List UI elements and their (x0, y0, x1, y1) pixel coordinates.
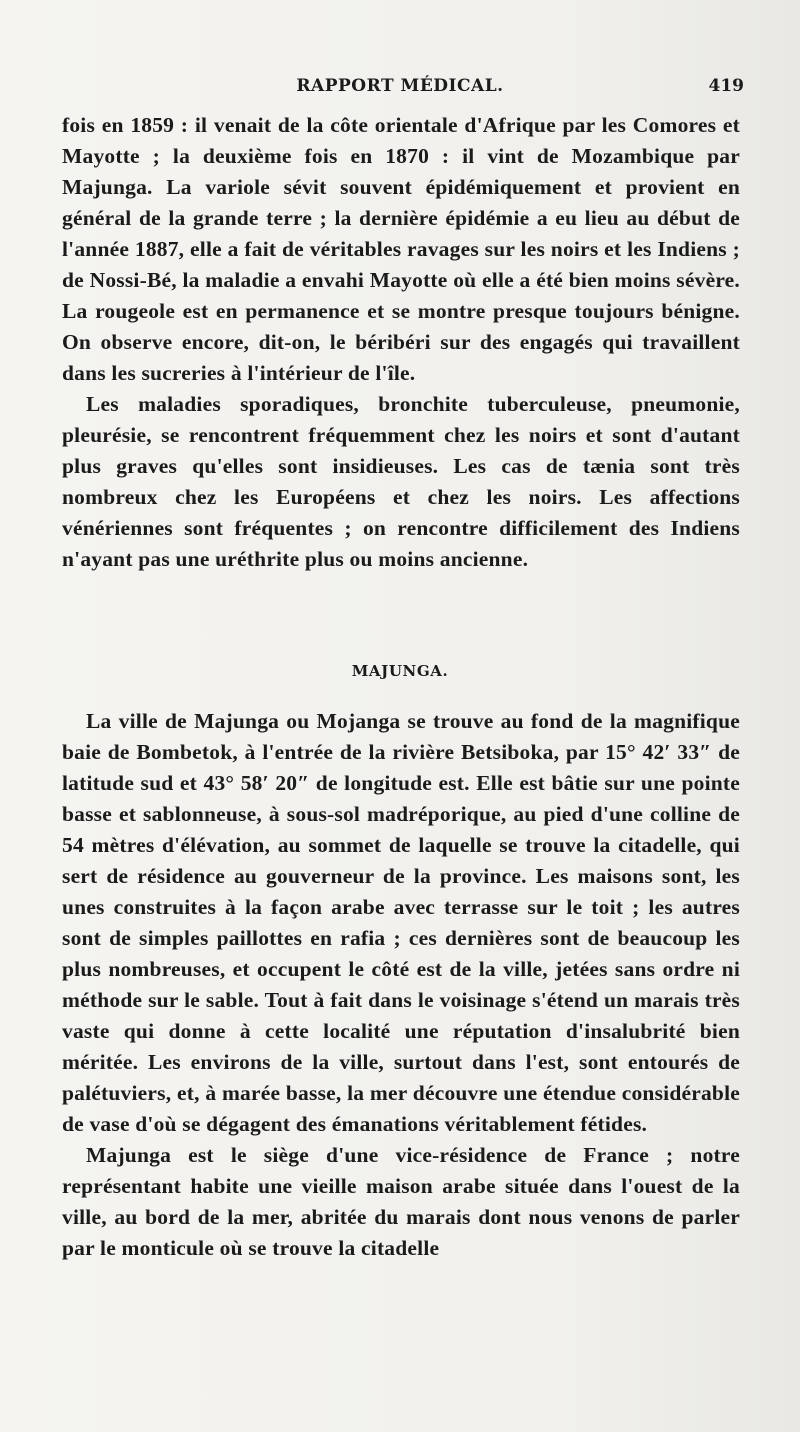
text-block-top (62, 110, 740, 575)
running-head: RAPPORT MÉDICAL. (296, 76, 504, 96)
paragraph: Les maladies sporadiques, bronchite tuberculeuse, pneumonie, pleurésie, se rencontrent fréquemment chez les noirs et sont d'autant plus graves qu'elles sont insidieuses. Les cas de tænia sont très nombreux chez les Européens et chez les noirs. Les affections vénériennes sont fréquentes ; on rencontre difficilement des Indiens n'ayant pas une uréthrite plus ou moins ancienne. (62, 392, 740, 571)
text-block-bottom (62, 706, 740, 1264)
paragraph: La ville de Majunga ou Mojanga se trouve au fond de la magnifique baie de Bombetok, à l'entrée de la rivière Betsiboka, par 15° 42′ 33″ de latitude sud et 43° 58′ 20″ de longitude est. Elle est bâtie sur une pointe basse et sablonneuse, à sous-sol madréporique, au pied d'une colline de 54 mètres d'élévation, au sommet de laquelle se trouve la citadelle, qui sert de résidence au gouverneur de la province. Les maisons sont, les unes construites à la façon arabe avec terrasse sur le toit ; les autres sont de simples paillottes en rafia ; ces dernières sont de beaucoup les plus nombreuses, et occupent le côté est de la ville, jetées sans ordre ni méthode sur le sable. Tout à fait dans le voisinage s'étend un marais très vaste qui donne à cette localité une réputation d'insalubrité bien méritée. Les environs de la ville, surtout dans l'est, sont entourés de palétuviers, et, à marée basse, la mer découvre une étendue considérable de vase d'où se dégagent des émanations véritablement fétides. (62, 709, 740, 1136)
paragraph: fois en 1859 : il venait de la côte orientale d'Afrique par les Comores et Mayotte ; la deuxième fois en 1870 : il vint de Mozambique par Majunga. La variole sévit souvent épidémiquement et provient en général de la grande terre ; la dernière épidémie a eu lieu au début de l'année 1887, elle a fait de véritables ravages sur les noirs et les Indiens ; de Nossi-Bé, la maladie a envahi Mayotte où elle a été bien moins sévère. La rougeole est en permanence et se montre presque toujours bénigne. On observe encore, dit-on, le béribéri sur des engagés qui travaillent dans les sucreries à l'intérieur de l'île. (62, 113, 740, 385)
paragraph: Majunga est le siège d'une vice-résidence de France ; notre représentant habite une vieille maison arabe située dans l'ouest de la ville, au bord de la mer, abritée du marais dont nous venons de parler par le monticule où se trouve la citadelle (62, 1143, 740, 1260)
section-heading: MAJUNGA. (351, 662, 449, 680)
page-header (0, 72, 800, 102)
page-number: 419 (708, 76, 744, 96)
